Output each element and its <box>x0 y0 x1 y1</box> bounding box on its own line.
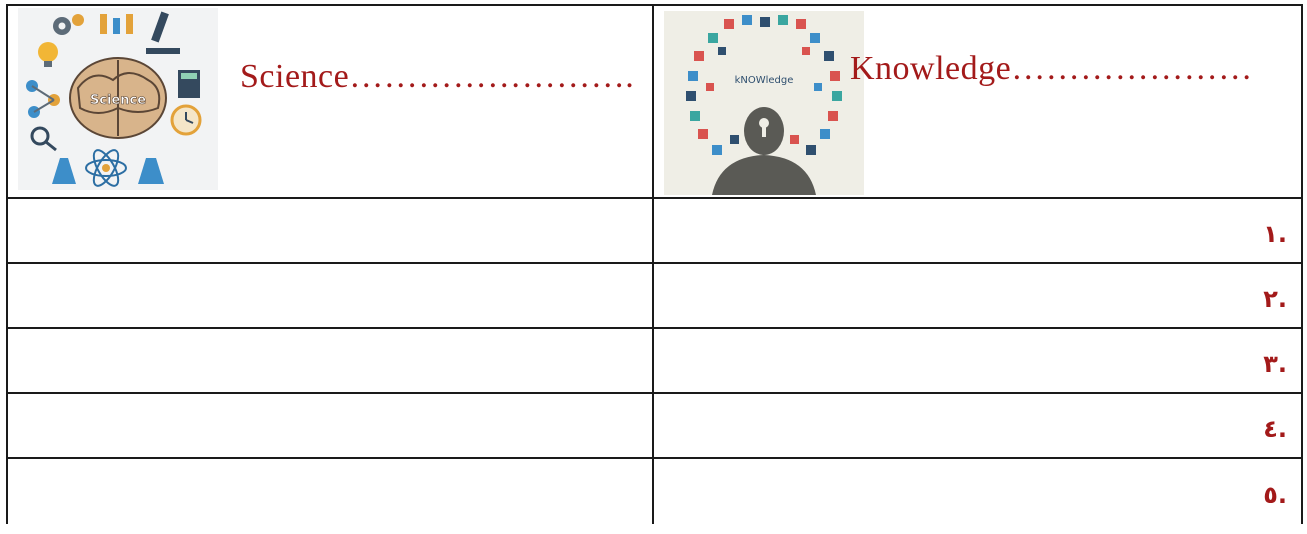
knowledge-heading: Knowledge………………… <box>850 50 1253 87</box>
science-illustration-icon <box>18 8 218 190</box>
science-answer-cell-2[interactable] <box>7 263 653 328</box>
knowledge-answer-cell-1[interactable] <box>653 198 1302 263</box>
science-heading: Science……………………. <box>240 58 635 95</box>
row-number-5: .٥ <box>1263 480 1287 509</box>
row-number-1: .١ <box>1263 219 1287 248</box>
comparison-table <box>6 4 1303 524</box>
knowledge-answer-cell-5[interactable] <box>653 458 1302 524</box>
science-header-cell <box>7 5 653 198</box>
row-number-4: .٤ <box>1263 414 1287 443</box>
svg-text:kNOWledge: kNOWledge <box>734 75 794 86</box>
knowledge-answer-cell-2[interactable] <box>653 263 1302 328</box>
answer-row-5 <box>7 458 1302 524</box>
knowledge-illustration-icon <box>664 11 864 195</box>
answer-row-2 <box>7 263 1302 328</box>
answer-row-4 <box>7 393 1302 458</box>
science-answer-cell-5[interactable] <box>7 458 653 524</box>
answer-row-3 <box>7 328 1302 393</box>
header-row <box>7 5 1302 198</box>
row-number-3: .٣ <box>1263 349 1287 378</box>
knowledge-header-cell <box>653 5 1302 198</box>
row-number-2: .٢ <box>1263 284 1287 313</box>
science-answer-cell-4[interactable] <box>7 393 653 458</box>
knowledge-answer-cell-4[interactable] <box>653 393 1302 458</box>
knowledge-answer-cell-3[interactable] <box>653 328 1302 393</box>
worksheet <box>6 4 1301 534</box>
answer-row-1 <box>7 198 1302 263</box>
svg-text:Science: Science <box>89 93 147 108</box>
science-answer-cell-1[interactable] <box>7 198 653 263</box>
science-answer-cell-3[interactable] <box>7 328 653 393</box>
